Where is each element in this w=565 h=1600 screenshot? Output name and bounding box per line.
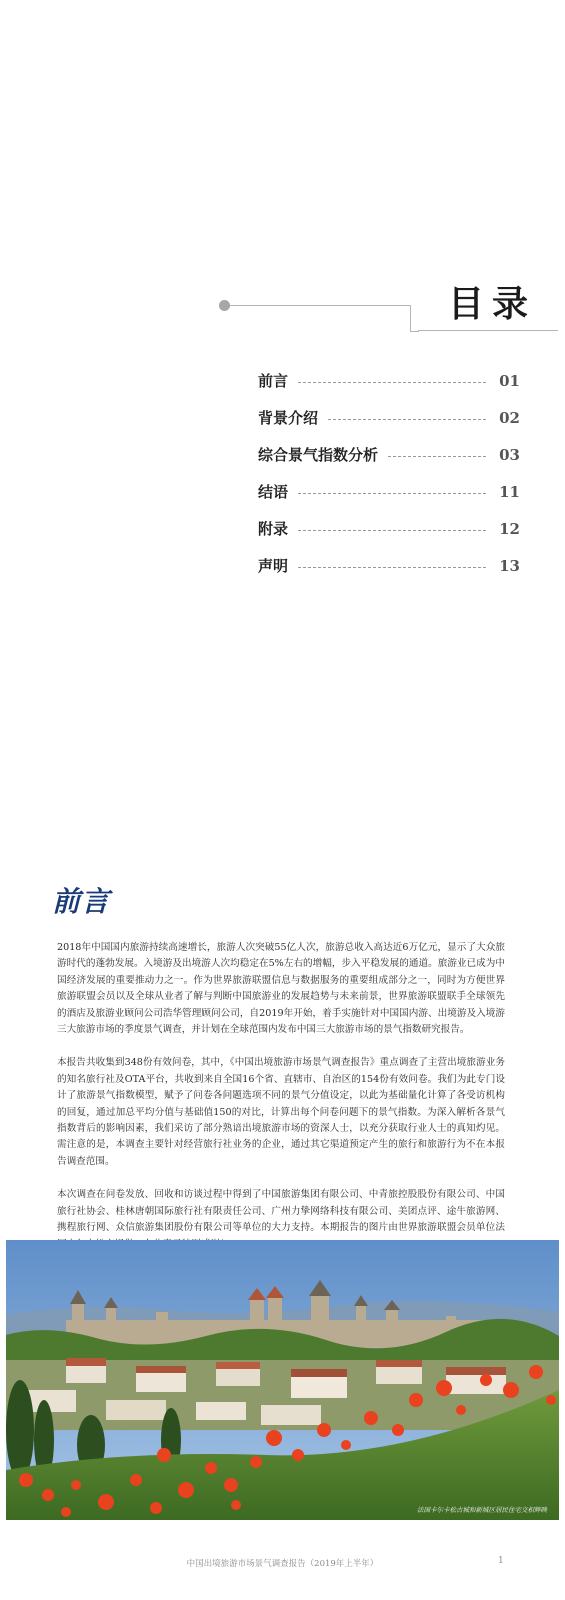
toc-item-conclusion[interactable] xyxy=(258,473,520,510)
toc-leader xyxy=(298,530,486,531)
toc-item-foreword[interactable] xyxy=(258,362,520,399)
toc-item-page: 03 xyxy=(499,445,520,464)
toc-item-label: 声明 xyxy=(258,557,289,575)
toc-item-page: 01 xyxy=(499,371,520,390)
footer-page-number: 1 xyxy=(498,1556,504,1566)
toc-item-page: 13 xyxy=(499,556,520,575)
toc-leader xyxy=(298,567,486,568)
toc-leader xyxy=(388,456,486,457)
toc-decor-line xyxy=(230,305,410,306)
toc-item-background[interactable] xyxy=(258,399,520,436)
toc-leader xyxy=(298,493,486,494)
photo-caption: 法国卡尔卡松古城和新城区居民住宅交相辉映 xyxy=(417,1506,547,1514)
toc-item-index-analysis[interactable] xyxy=(258,436,520,473)
footer-title: 中国出境旅游市场景气调查报告（2019年上半年） xyxy=(186,1559,379,1569)
carcassonne-photo xyxy=(6,1240,559,1520)
toc-item-label: 综合景气指数分析 xyxy=(258,446,379,464)
landscape-illustration xyxy=(6,1240,559,1520)
toc-item-label: 背景介绍 xyxy=(258,409,319,427)
toc-leader xyxy=(298,382,486,383)
toc-item-appendix[interactable] xyxy=(258,510,520,547)
foreword-paragraph: 本报告共收集到348份有效问卷，其中，《中国出境旅游市场景气调查报告》重点调查了主营出境旅游业务的知名旅行社及OTA平台，共收到来自全国16个省、直辖市、自治区的154份有效问卷。我们为此专门设计了旅游景气指数模型，赋予了问卷各问题选项不同的景气分值设定，以此为基础量化计算了各受访机构的回复，通过加总平均分值与基础值150的对比，计算出每个问卷问题下的景气指数。为深入解析各景气指数背后的影响因素，我们采访了部分熟谙出境旅游市场的资深人士，以充分获取行业人士的真知灼见。需注意的是，本调查主要针对经营旅行社业务的企业，通过其它渠道预定产生的旅行和旅游行为不在本报告调查范围。 xyxy=(57,1057,505,1167)
foreword-paragraph: 本次调查在问卷发放、回收和访谈过程中得到了中国旅游集团有限公司、中青旅控股股份有限公司、中国旅行社协会、桂林唐朝国际旅行社有限责任公司、广州力挚网络科技有限公司、美团点评、途牛旅游网、携程旅行网、众信旅游集团股份有限公司等单位的大力支持。本期报告的图片由世界旅游联盟会员单位法 xyxy=(57,1189,505,1234)
toc-decor-line-step xyxy=(410,305,419,332)
foreword-paragraph: 2018年中国国内旅游持续高速增长，旅游人次突破55亿人次，旅游总收入高达近6万亿元，显示了大众旅游时代的蓬勃发展。入境游及出境游人次均稳定在5%左右的增幅，步入平稳发展的通道。旅游业已成为中国经济发展的重要推动力之一。作为世界旅游联盟信息与数据服务的重要组成部分之一，同时为方便世界旅游联盟会员以及全球从业者了解与判断中国旅游业的发展趋势与未来前景，世界旅游联盟联手全球领先的酒店及旅游业顾问公司浩华管理顾问公司，自2019年开始，着手实施针对中国国内游、出境游及入境游三大旅游市场的季度景气调查，并计划在全球范围内发布中国三大旅游市场的景气指数研究报告。 xyxy=(57,942,505,1036)
toc-item-label: 附录 xyxy=(258,520,289,538)
toc-title: 目录 xyxy=(448,283,537,325)
toc-item-label: 结语 xyxy=(258,483,289,501)
toc-item-page: 12 xyxy=(499,519,520,538)
toc-decor-line-end xyxy=(418,330,558,331)
toc-list xyxy=(258,362,520,584)
toc-decor-dot xyxy=(219,300,230,311)
toc-item-page: 11 xyxy=(499,482,520,501)
toc-leader xyxy=(328,419,486,420)
foreword-body xyxy=(57,940,505,1270)
toc-item-page: 02 xyxy=(499,408,520,427)
toc-item-label: 前言 xyxy=(258,372,289,390)
toc-item-statement[interactable] xyxy=(258,547,520,584)
foreword-title: 前言 xyxy=(52,885,111,918)
